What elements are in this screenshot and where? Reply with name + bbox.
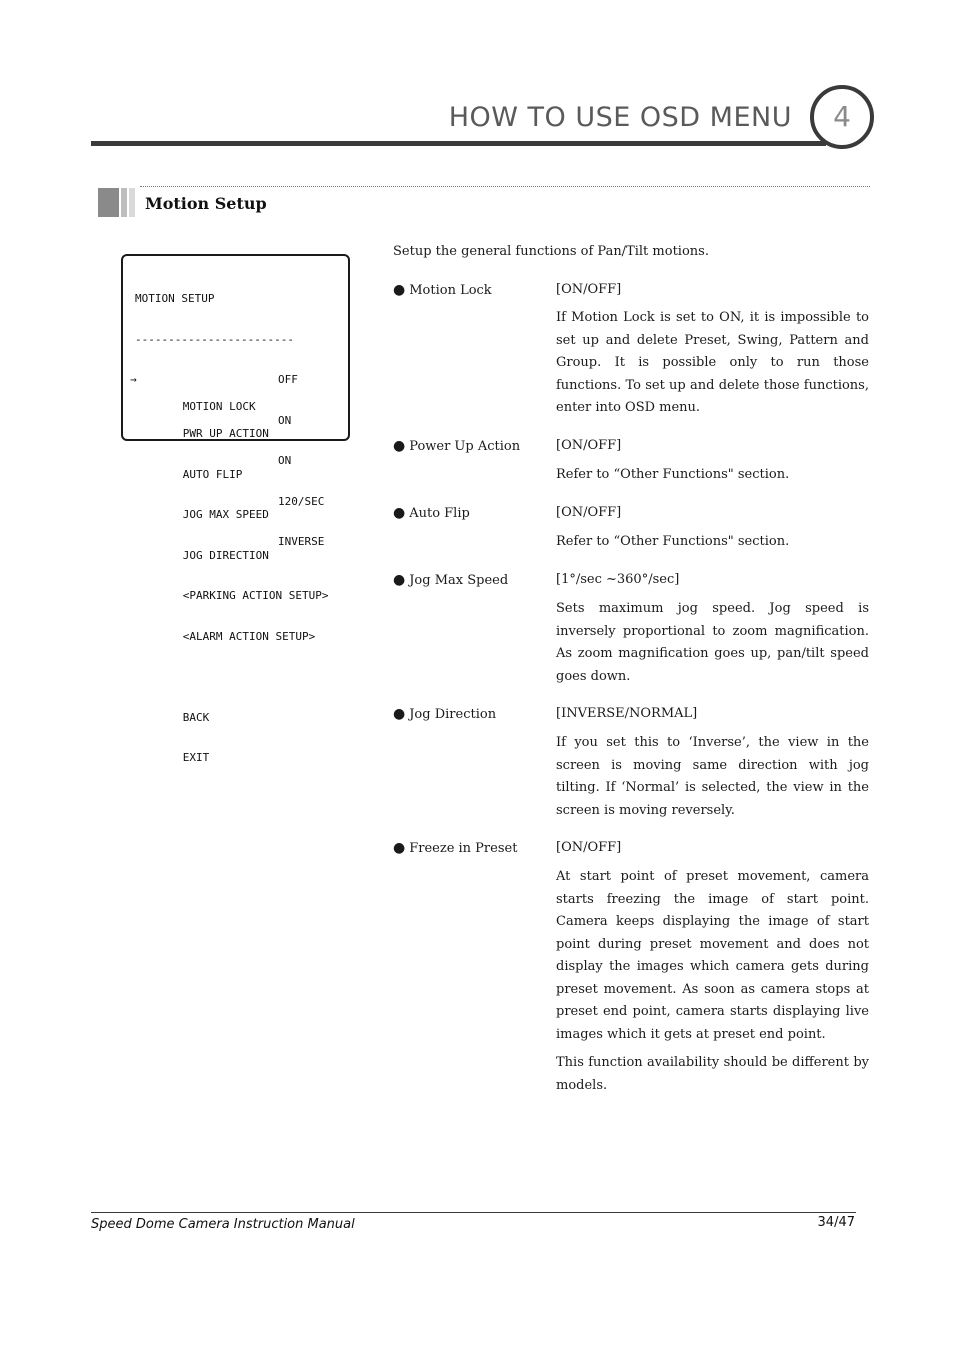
header-rule	[91, 141, 826, 146]
item-title-jog-max-speed	[393, 570, 508, 591]
chapter-title: HOW TO USE OSD MENU	[448, 102, 792, 133]
bullet-icon: ●	[393, 282, 406, 298]
osd-submenu-label: <ALARM ACTION SETUP>	[182, 629, 316, 643]
item-title-motion-lock	[393, 280, 492, 301]
osd-exit	[135, 738, 328, 764]
osd-row-value: ON	[278, 413, 292, 427]
osd-row-label: JOG DIRECTION	[182, 548, 269, 562]
osd-row-label: MOTION LOCK	[182, 400, 256, 413]
osd-menu-screen	[121, 254, 350, 764]
bullet-icon: ●	[393, 505, 406, 521]
item-title-text: Freeze in Preset	[409, 841, 518, 856]
osd-exit-label: EXIT	[182, 751, 210, 764]
osd-spacer	[135, 657, 328, 671]
item-desc: Refer to “Other Functions" section.	[556, 467, 790, 482]
osd-row-value: OFF	[278, 373, 298, 386]
osd-divider: ------------------------	[135, 332, 294, 346]
item-desc-note: This function availability should be different by models.	[556, 1055, 869, 1093]
item-title-text: Power Up Action	[409, 439, 521, 454]
bullet-icon: ●	[393, 706, 406, 722]
item-title-text: Jog Direction	[409, 707, 497, 722]
item-desc: If Motion Lock is set to ON, it is impossible to set up and delete Preset, Swing, Pattern and Group. It is possible only to run those functions. To set up and delete those functions, enter into OSD menu.	[556, 310, 869, 415]
item-option: [ON/OFF]	[556, 505, 622, 520]
item-title-text: Motion Lock	[409, 283, 492, 298]
item-title-jog-direction	[393, 704, 496, 725]
osd-submenu-label: <PARKING ACTION SETUP>	[182, 589, 329, 602]
osd-back	[135, 697, 328, 724]
osd-row-jog-max-speed	[135, 494, 328, 521]
osd-submenu-alarm	[135, 616, 328, 643]
item-title-auto-flip	[393, 503, 470, 524]
osd-row-value: INVERSE	[278, 535, 325, 548]
osd-row-jog-direction	[135, 535, 328, 562]
footer-manual-title: Speed Dome Camera Instruction Manual	[91, 1217, 355, 1232]
item-desc: Refer to “Other Functions" section.	[556, 534, 790, 549]
item-option: [ON/OFF]	[556, 282, 622, 297]
footer-page-number: 34/47	[817, 1215, 855, 1230]
item-desc: At start point of preset movement, camera starts freezing the image of start point. Camera keeps displaying the image of start point during preset movement and does not display the images which camera gets during preset movement. As soon as camera stops at preset end point, camera starts displaying live images which it gets at preset end point.	[556, 869, 869, 1042]
osd-row-label: PWR UP ACTION	[182, 427, 269, 440]
osd-title: MOTION SETUP	[135, 292, 215, 305]
section-title: Motion Setup	[145, 194, 267, 213]
item-option: [1°/sec ~360°/sec]	[556, 572, 680, 587]
footer-rule	[91, 1212, 856, 1213]
osd-row-auto-flip	[135, 454, 328, 481]
osd-back-label: BACK	[182, 710, 210, 724]
item-option: [ON/OFF]	[556, 438, 622, 453]
osd-row-label: AUTO FLIP	[182, 467, 243, 481]
item-option: [ON/OFF]	[556, 840, 622, 855]
osd-row-value: ON	[278, 454, 292, 467]
bullet-icon: ●	[393, 572, 406, 588]
item-desc: If you set this to ‘Inverse’, the view in the screen is moving same direction with jog tilting. If ‘Normal’ is selected, the view in the screen is moving reversely.	[556, 735, 869, 818]
bullet-icon: ●	[393, 438, 406, 454]
chapter-number: 4	[833, 100, 851, 133]
intro-text: Setup the general functions of Pan/Tilt motions.	[393, 244, 709, 259]
chapter-number-badge	[810, 85, 874, 149]
osd-row-motion-lock	[130, 373, 328, 413]
osd-menu-lines	[130, 265, 329, 778]
osd-row-value: 120/SEC	[278, 494, 325, 508]
osd-row-label: JOG MAX SPEED	[182, 508, 269, 521]
item-title-text: Jog Max Speed	[409, 573, 509, 588]
osd-cursor-arrow-icon: →	[130, 373, 137, 386]
item-desc: Sets maximum jog speed. Jog speed is inversely proportional to zoom magnification. As zoom magnification goes up, pan/tilt speed goes down.	[556, 601, 869, 684]
item-title-freeze-in-preset	[393, 838, 517, 859]
bullet-icon: ●	[393, 840, 406, 856]
section-dotted-rule	[140, 186, 870, 187]
item-title-power-up-action	[393, 436, 520, 457]
item-option: [INVERSE/NORMAL]	[556, 706, 698, 721]
osd-submenu-parking	[135, 576, 329, 602]
item-title-text: Auto Flip	[409, 506, 470, 521]
osd-row-pwr-up-action	[135, 413, 328, 440]
